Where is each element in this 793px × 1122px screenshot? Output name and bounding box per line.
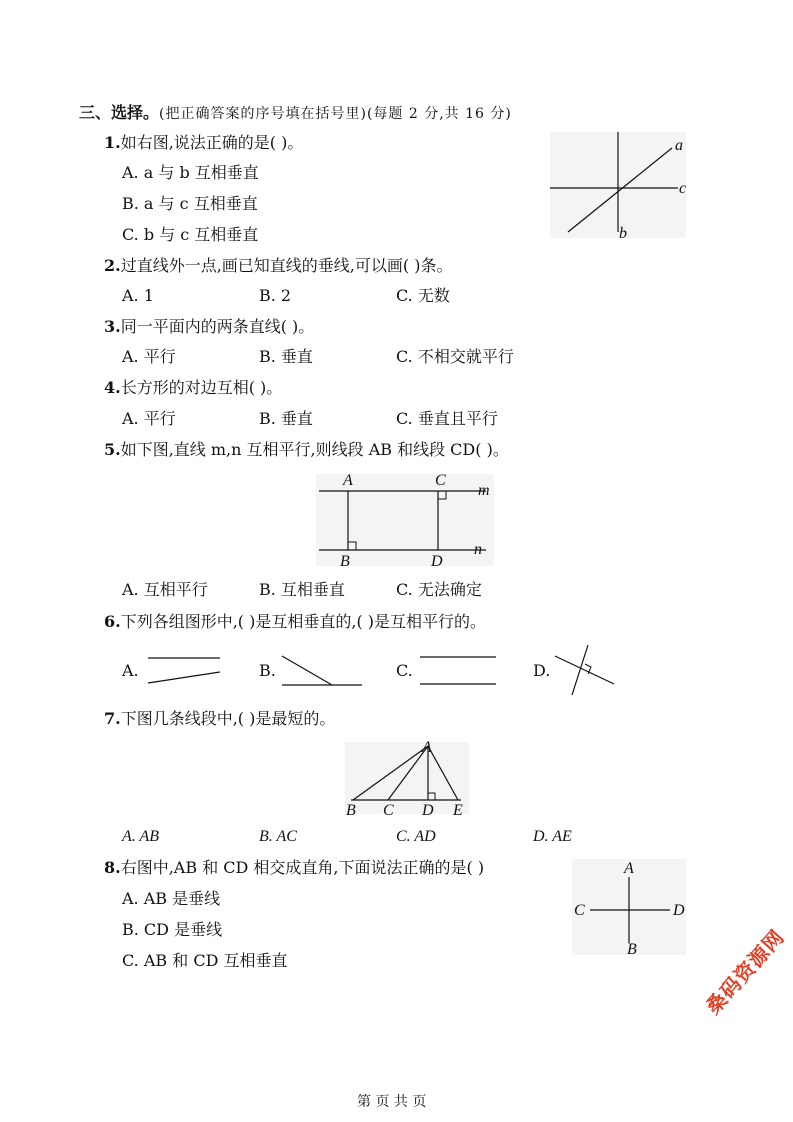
q5-option-a[interactable]: A. 互相平行 [122, 580, 208, 599]
q1-option-c[interactable]: C. b 与 c 互相垂直 [122, 225, 259, 244]
q7-option-d[interactable]: D. AE [533, 828, 572, 845]
q5-label-n: n [474, 541, 482, 558]
q5-label-m: m [478, 482, 490, 499]
q5-label-D: D [431, 553, 443, 570]
question-8 [104, 858, 484, 878]
q8-label-B: B [627, 941, 637, 958]
q5-label-C: C [435, 472, 446, 489]
q8-option-c[interactable]: C. AB 和 CD 互相垂直 [122, 951, 288, 970]
q1-label-b: b [619, 225, 627, 242]
q8-label-C: C [574, 902, 585, 919]
q1-label-a: a [675, 137, 683, 154]
q8-option-a[interactable]: A. AB 是垂线 [122, 889, 221, 908]
question-number: 3. [104, 317, 121, 336]
q5-figure [314, 470, 514, 570]
question-stem: 同一平面内的两条直线( )。 [120, 317, 315, 336]
q7-figure [343, 738, 473, 818]
question-number: 5. [104, 440, 121, 459]
q7-label-C: C [383, 802, 394, 819]
question-3 [104, 317, 314, 337]
question-stem: 下图几条线段中,( )是最短的。 [120, 709, 336, 728]
q1-option-a[interactable]: A. a 与 b 互相垂直 [122, 163, 259, 182]
q8-option-b[interactable]: B. CD 是垂线 [122, 920, 223, 939]
q5-option-c[interactable]: C. 无法确定 [396, 580, 482, 599]
q2-option-a[interactable]: A. 1 [122, 286, 154, 305]
question-number: 6. [104, 612, 121, 631]
q7-option-b[interactable]: B. AC [259, 828, 297, 845]
q7-label-B: B [346, 802, 356, 819]
q5-option-b[interactable]: B. 互相垂直 [259, 580, 345, 599]
question-stem: 过直线外一点,画已知直线的垂线,可以画( )条。 [120, 256, 453, 275]
question-1 [104, 133, 303, 153]
q6-option-c[interactable]: C. [396, 661, 413, 680]
q6-figure-a [145, 650, 225, 690]
q6-option-d[interactable]: D. [533, 661, 551, 680]
section-instruction: (把正确答案的序号填在括号里)(每题 2 分,共 16 分) [159, 106, 512, 122]
question-2 [104, 256, 452, 276]
section-header [79, 100, 512, 123]
q5-label-B: B [340, 553, 350, 570]
q4-option-a[interactable]: A. 平行 [122, 409, 176, 428]
q6-option-a[interactable]: A. [122, 661, 139, 680]
q3-option-b[interactable]: B. 垂直 [259, 347, 313, 366]
q6-figure-c [418, 652, 508, 692]
question-number: 1. [104, 133, 121, 152]
q4-option-c[interactable]: C. 垂直且平行 [396, 409, 498, 428]
q2-option-b[interactable]: B. 2 [259, 286, 292, 305]
question-6 [104, 612, 486, 632]
question-stem: 下列各组图形中,( )是互相垂直的,( )是互相平行的。 [120, 612, 487, 631]
question-number: 2. [104, 256, 121, 275]
question-stem: 如下图,直线 m,n 互相平行,则线段 AB 和线段 CD( )。 [120, 440, 509, 459]
question-4 [104, 378, 282, 398]
question-stem: 如右图,说法正确的是( )。 [120, 133, 304, 152]
q1-figure [550, 132, 690, 242]
q8-figure [570, 857, 690, 957]
q8-label-A: A [624, 860, 634, 877]
q3-option-a[interactable]: A. 平行 [122, 347, 176, 366]
q6-option-b[interactable]: B. [259, 661, 276, 680]
question-stem: 长方形的对边互相( )。 [120, 378, 283, 397]
q7-label-E: E [453, 802, 463, 819]
page-footer: 第 页 共 页 [357, 1094, 427, 1110]
question-7 [104, 709, 335, 729]
q7-option-c[interactable]: C. AD [396, 828, 436, 845]
section-title: 三、选择。 [79, 103, 160, 122]
q1-label-c: c [679, 180, 687, 197]
q2-option-c[interactable]: C. 无数 [396, 286, 450, 305]
q6-figure-b [280, 652, 370, 692]
question-5 [104, 440, 509, 460]
q3-option-c[interactable]: C. 不相交就平行 [396, 347, 514, 366]
q6-figure-d [552, 642, 622, 702]
question-number: 8. [104, 858, 121, 877]
q7-label-D: D [422, 802, 434, 819]
q5-label-A: A [343, 472, 353, 489]
question-stem: 右图中,AB 和 CD 相交成直角,下面说法正确的是( ) [120, 858, 485, 877]
question-number: 4. [104, 378, 121, 397]
watermark-logo: 桑码资源网 [700, 924, 790, 1019]
q7-label-A: A [422, 739, 432, 756]
question-number: 7. [104, 709, 121, 728]
q1-option-b[interactable]: B. a 与 c 互相垂直 [122, 194, 258, 213]
q7-option-a[interactable]: A. AB [122, 828, 160, 845]
q4-option-b[interactable]: B. 垂直 [259, 409, 313, 428]
q8-label-D: D [673, 902, 685, 919]
